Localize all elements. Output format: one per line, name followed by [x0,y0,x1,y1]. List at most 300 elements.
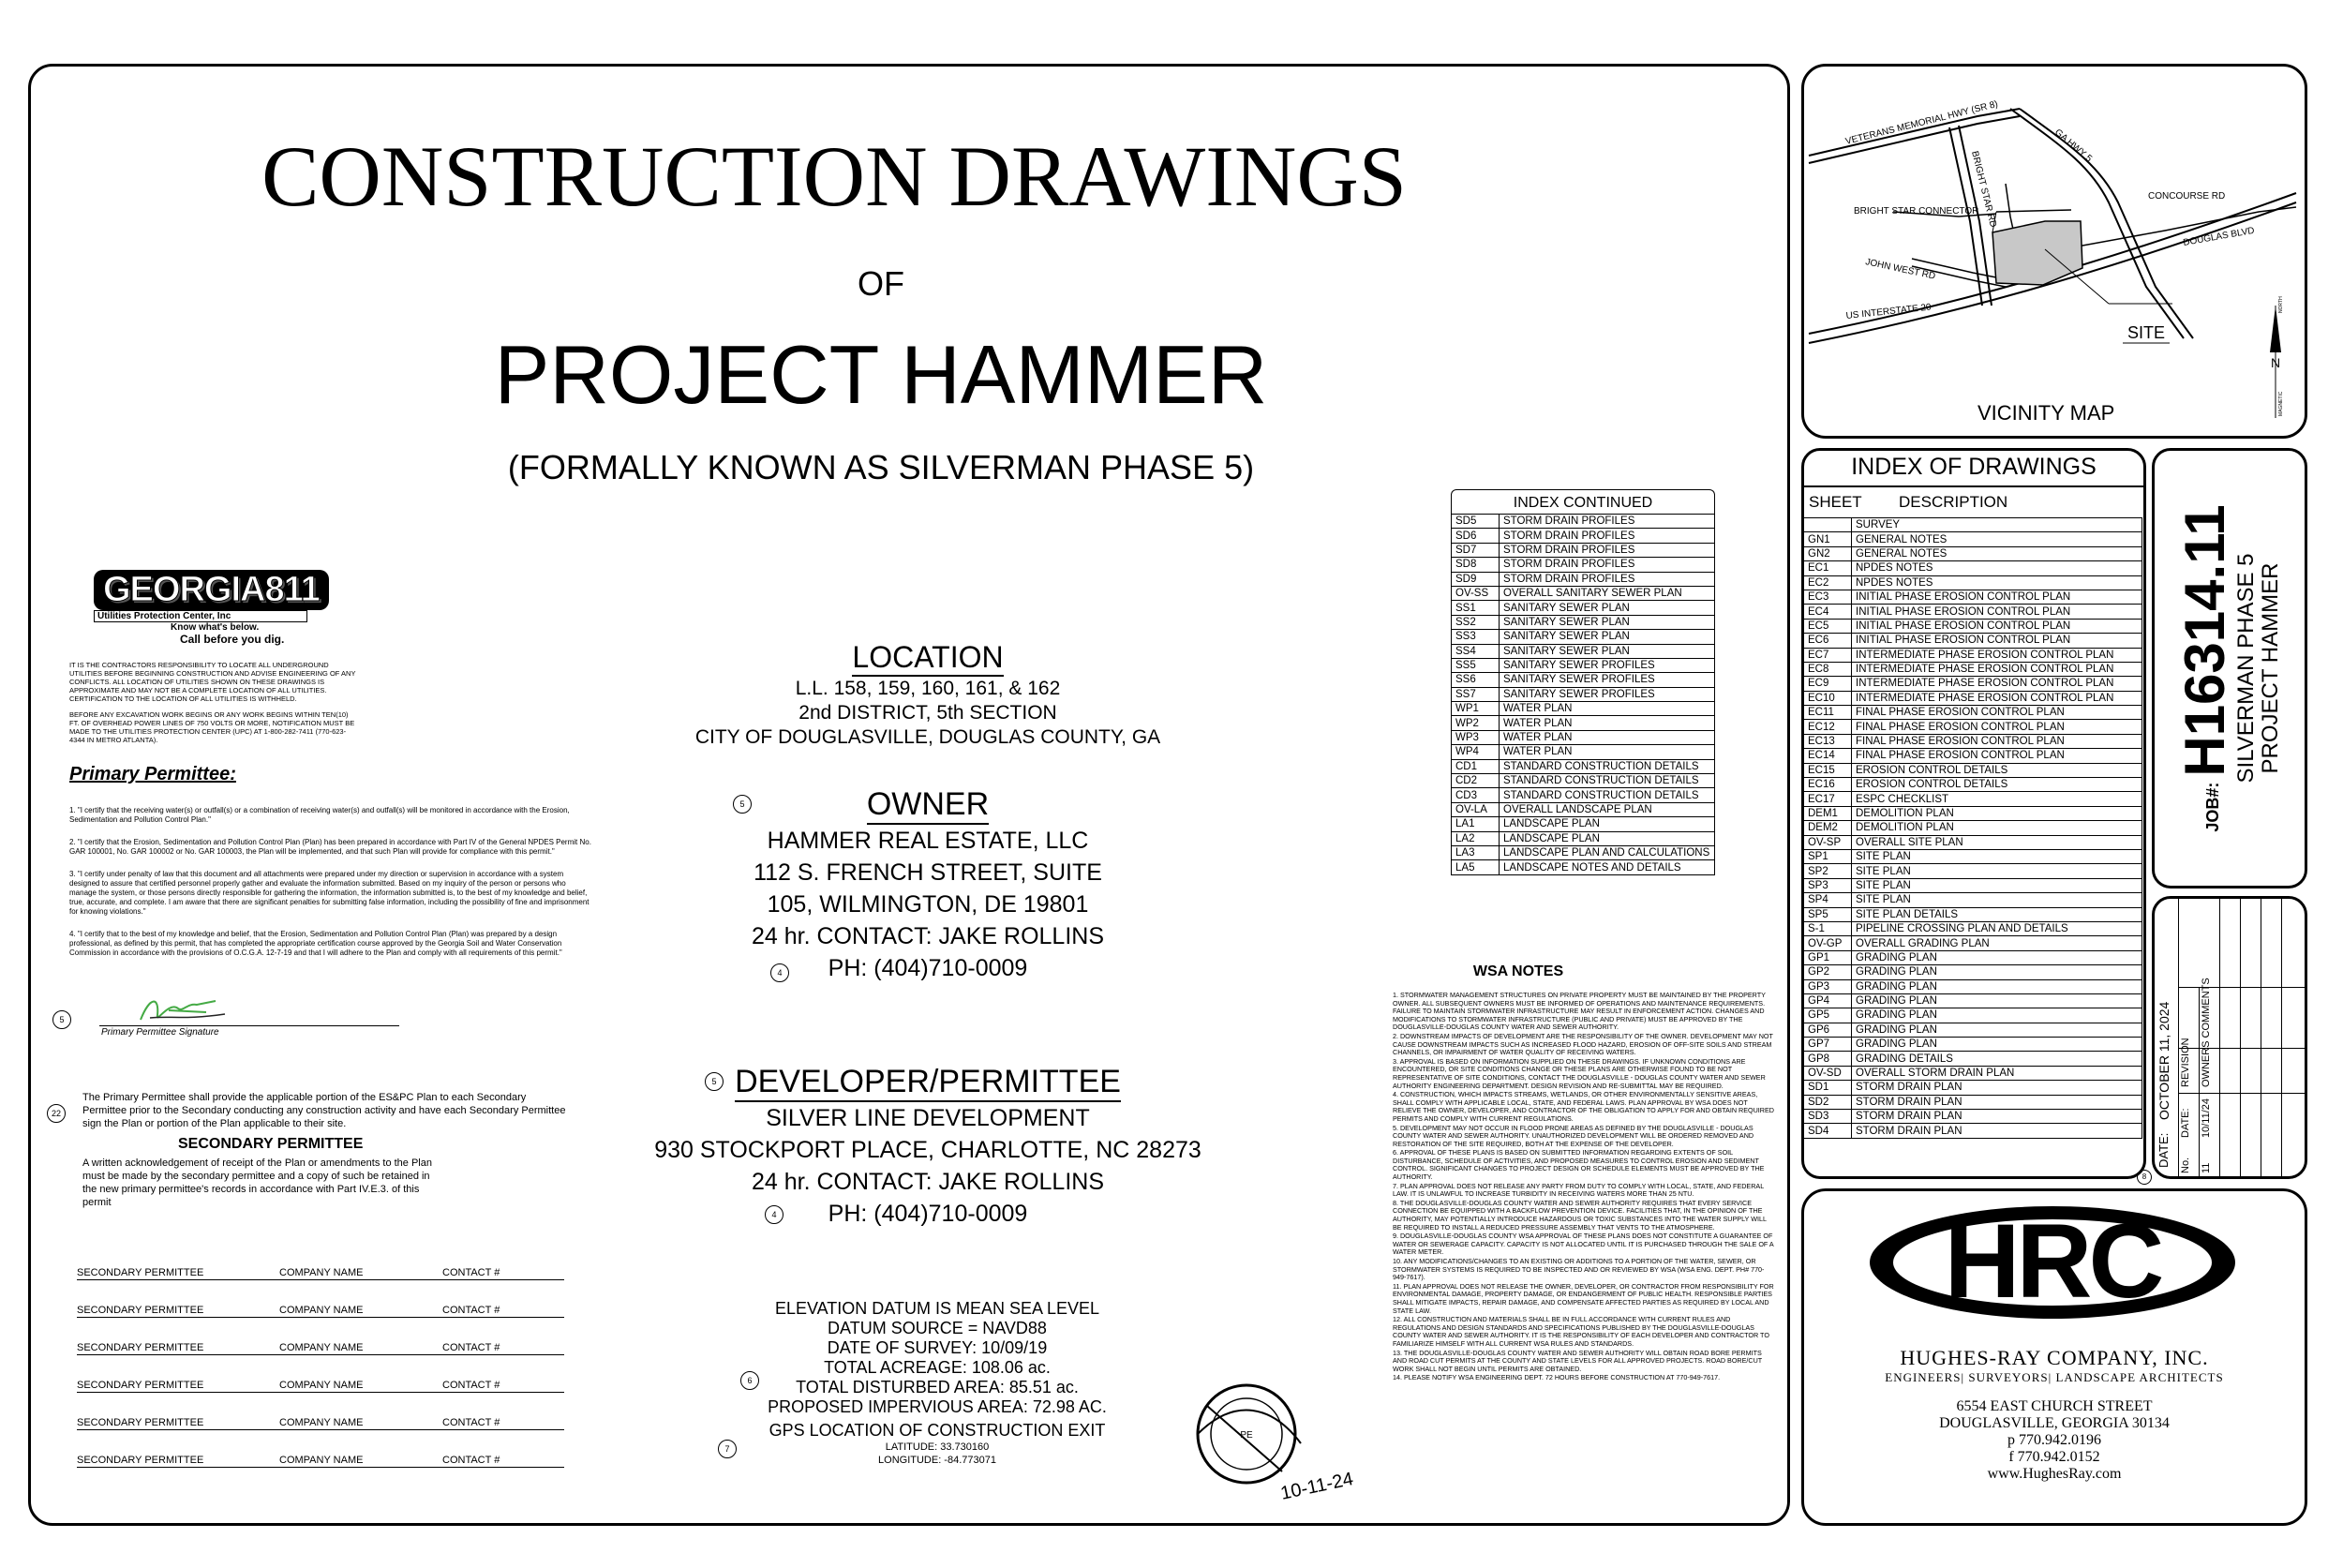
developer-line: 24 hr. CONTACT: JAKE ROLLINS [751,1169,1105,1195]
index-continued-row [1452,716,1715,730]
road-connector: BRIGHT STAR CONNECTOR [1854,206,1979,217]
revision-rev-date: 10/11/24 [2201,1098,2212,1138]
index-row [1804,1081,2142,1095]
sheet-code [1804,518,1852,532]
marker-5-owner: 5 [733,795,752,814]
wsa-note: 4. CONSTRUCTION, WHICH IMPACTS STREAMS, WETLANDS, OR OTHER ENVIRONMENTALLY SENSITIVE AREAS, SHALL COMPLY WITH APPLICABLE LOCAL, STATE, AND FEDERAL LAWS. PLAN APPROVAL BY WSA DOES NOT RELIEVE THE OWNER, DEVELOPER, AND CONTRACTOR OF THE OBLIGATION TO APPLY FOR AND OBTAIN REQUIRED PERMITS AND COMPLY WITH CURRENT REGULATIONS. [1393,1090,1774,1123]
svg-text:MAGNETIC: MAGNETIC [2278,391,2284,416]
location-line: 2nd DISTRICT, 5th SECTION [798,702,1057,724]
hrc-phone: p 770.942.0196 [2007,1432,2101,1448]
sheet-description: GRADING PLAN [1852,979,2142,993]
secondary-col3: CONTACT # [442,1380,500,1391]
vicinity-map [1809,71,2300,431]
sheet-code: SP2 [1804,864,1852,878]
owner-line: 105, WILMINGTON, DE 19801 [767,891,1089,918]
index-row [1804,979,2142,993]
hrc-tag: ENGINEERS| SURVEYORS| LANDSCAPE ARCHITECTS [1885,1370,2224,1384]
sheet-code: GP2 [1804,965,1852,979]
sheet-code: EC14 [1804,749,1852,763]
sheet-code: DEM1 [1804,806,1852,820]
datum-line: PROPOSED IMPERVIOUS AREA: 72.98 AC. [768,1397,1107,1416]
secondary-text: A written acknowledgement of receipt of the Plan or amendments to the Plan must be made by the secondary permittee and a copy of such be retained in the new primary permittee's records in accordance with Part IV.E.3. of this permit [82,1157,432,1208]
wsa-notes [1393,992,1777,1383]
index-row [1804,706,2142,720]
primary-signature-label: Primary Permittee Signature [101,1027,219,1038]
index-continued-row [1452,601,1715,615]
index-continued-row [1452,802,1715,816]
sheet-description: FINAL PHASE EROSION CONTROL PLAN [1852,749,2142,763]
hrc-logo [1865,1202,2240,1323]
secondary-col3: CONTACT # [442,1305,500,1316]
sheet-code: GN1 [1804,532,1852,546]
sheet-code: SS5 [1452,658,1500,672]
owner-heading: OWNER [867,785,989,825]
developer-line: 930 STOCKPORT PLACE, CHARLOTTE, NC 28273 [654,1137,1201,1163]
sheet-code: WP4 [1452,745,1500,759]
hrc-fax: f 770.942.0152 [2008,1449,2100,1465]
index-row [1804,864,2142,878]
secondary-row [77,1305,564,1318]
index-continued-heading: INDEX CONTINUED [1451,489,1715,514]
sheet-code: OV-SP [1804,835,1852,849]
sheet-description: STORM DRAIN PROFILES [1500,515,1715,529]
sheet-code: OV-SS [1452,586,1500,600]
location-heading: LOCATION [852,639,1003,677]
sheet-description: GRADING PLAN [1852,993,2142,1008]
sheet-description: SANITARY SEWER PROFILES [1500,687,1715,701]
sheet-code: GP5 [1804,1008,1852,1023]
georgia811-block [67,570,349,646]
sheet-code: SD1 [1804,1081,1852,1095]
owner-line: HAMMER REAL ESTATE, LLC [767,828,1089,854]
sheet-code: SP4 [1804,893,1852,907]
index-row [1804,648,2142,662]
index-col-desc: DESCRIPTION [1899,493,2008,511]
sheet-code: GP6 [1804,1023,1852,1037]
developer-block [600,1063,1256,1230]
index-row [1804,1095,2142,1109]
sheet-code: SD2 [1804,1095,1852,1109]
index-continued-row [1452,543,1715,557]
primary-signature [131,992,244,1029]
marker-5-primary: 5 [52,1010,71,1029]
primary-permittee-items [69,806,594,958]
primary-permittee-heading: Primary Permittee: [69,764,236,784]
secondary-row [77,1380,564,1393]
wsa-note: 6. APPROVAL OF THESE PLANS IS BASED ON SUBMITTED INFORMATION REGARDING EXTENTS OF SOIL DISTURBANCE, SCHEDULE OF ACTIVITIES, AND PROPOSED MEASURES TO CONTROL EROSION AND SEDIMENT CONTROL. SIGNIFICANT CHANGES TO PROJECT DESIGN OR SCHEDULE ELEMENTS MUST BE APPROVED BY THE AUTHORITY. [1393,1148,1765,1182]
sheet-description: WATER PLAN [1500,745,1715,759]
primary-item: 4. "I certify that to the best of my knowledge and belief, that the Erosion, Sedimentation and Pollution Control Plan (Plan) was prepared by a design professional, as defined by this permit, that has completed the appropriate certification course approved by the Georgia Soil and Water Conservation Commission in accordance with the provisions of O.C.G.A. 12-7-19 and that I will adhere to the Plan and comply with all requirements of this permit." [69,930,562,957]
index-continued-row [1452,644,1715,658]
secondary-col1: SECONDARY PERMITTEE [77,1267,204,1278]
sheet-description: LANDSCAPE PLAN [1500,831,1715,845]
sheet-description: FINAL PHASE EROSION CONTROL PLAN [1852,734,2142,748]
secondary-heading: SECONDARY PERMITTEE [178,1136,364,1152]
secondary-col1: SECONDARY PERMITTEE [77,1305,204,1316]
index-row [1804,691,2142,705]
index-continued-row [1452,673,1715,687]
sheet-description: GRADING PLAN [1852,950,2142,964]
wsa-heading: WSA NOTES [1472,963,1564,979]
datum-line: DATE OF SURVEY: 10/09/19 [827,1338,1048,1357]
sheet-code: CD3 [1452,788,1500,802]
wsa-note: 12. ALL CONSTRUCTION AND MATERIALS SHALL BE IN FULL ACCORDANCE WITH CURRENT RULES AND REGULATIONS AND DESIGN STANDARDS AND SPECIFICATIONS PUBLISHED BY THE DOUGLASVILLE-DOUGLAS COUNTY WATER AND SEWER AUTHORITY. IT IS THE RESPONSIBILITY OF EACH DEVELOPER AND CONTRACTOR TO FAMILIARIZE HIMSELF WITH ALL CURRENT WSA RULES AND STANDARDS. [1393,1315,1769,1348]
index-row [1804,1023,2142,1037]
sheet-code: EC15 [1804,763,1852,777]
index-title: INDEX OF DRAWINGS [1851,454,2097,480]
index-row [1804,806,2142,820]
sheet-code: GP3 [1804,979,1852,993]
sheet-code: SS1 [1452,601,1500,615]
sheet-description: GRADING PLAN [1852,965,2142,979]
sheet-code: EC2 [1804,575,1852,590]
secondary-row [77,1342,564,1355]
sheet-code: EC11 [1804,706,1852,720]
sheet-code: OV-LA [1452,802,1500,816]
wsa-note: 3. APPROVAL IS BASED ON INFORMATION SUPPLIED ON THESE DRAWINGS. IF UNKNOWN CONDITIONS ARE ENCOUNTERED, OR SITE CONDITIONS CHANGE OR THESE PLANS ARE OTHERWISE FOUND TO BE NOT REPRESENTATIVE OF SITE CONDITIONS, CONTACT THE DOUGLASVILLE - DOUGLAS COUNTY WATER AND SEWER AUTHORITY ENGINEERING DEPARTMENT. DESIGN REVISION AND RE-SUBMITTAL MAY BE REQUIRED. [1393,1056,1766,1090]
svg-text:PE: PE [1240,1430,1253,1441]
georgia811-text-1: IT IS THE CONTRACTORS RESPONSIBILITY TO LOCATE ALL UNDERGROUND UTILITIES BEFORE BEGINNING CONSTRUCTION AND ADVISE ENGINEERING OF ANY CONFLICTS. ALL LOCATION OF UTILITIES SHOWN ON THESE DRAWINGS IS APPROXIMATE AND MAY NOT BE A COMPLETE LOCATION OF ALL UTILITIES. CERTIFICATION TO THE LOCATION OF ALL UTILITIES IS WITHHELD. [69,661,356,703]
developer-line: SILVER LINE DEVELOPMENT [766,1105,1090,1131]
sheet-description: INITIAL PHASE EROSION CONTROL PLAN [1852,634,2142,648]
wsa-note: 11. PLAN APPROVAL DOES NOT RELEASE THE OWNER, DEVELOPER, OR CONTRACTOR FROM RESPONSIBILITY FOR ENVIRONMENTAL DAMAGE, PROPERTY DAMAGE, OR ENDANGERMENT OF PUBLIC HEALTH. RESPONSIBLE PARTIES SHALL MITIGATE IMPACTS, REPAIR DAMAGE, AND COMPENSATE AFFECTED PARTIES AS REQUIRED BY LOCAL AND STATE LAW. [1393,1281,1774,1315]
sheet-description: SITE PLAN [1852,893,2142,907]
sheet-description: STANDARD CONSTRUCTION DETAILS [1500,774,1715,788]
revision-col-date: DATE: [2180,1108,2191,1138]
primary-item: 2. "I certify that the Erosion, Sedimentation and Pollution Control Plan (Plan) has been prepared in accordance with Part IV of the General NPDES Permit No. GAR 100001, No. GAR 100002 or No. GAR 100003, the Plan will be implemented, and that such Plan will provide for compliance with this permit." [69,838,591,856]
index-continued-row [1452,515,1715,529]
sheet-description: SANITARY SEWER PROFILES [1500,673,1715,687]
sheet-code: OV-GP [1804,936,1852,950]
datum-lat: LATITUDE: 33.730160 [885,1441,990,1453]
datum-gps: GPS LOCATION OF CONSTRUCTION EXIT [769,1421,1106,1440]
sheet-code: EC17 [1804,792,1852,806]
road-brightstar: BRIGHT STAR RD [1969,150,1998,229]
index-row [1804,605,2142,619]
sheet-description: NPDES NOTES [1852,575,2142,590]
index-row [1804,677,2142,691]
wsa-note: 7. PLAN APPROVAL DOES NOT RELEASE ANY PARTY FROM DUTY TO COMPLY WITH LOCAL, STATE, AND FEDERAL LAW. IT IS UNLAWFUL TO INCREASE TURBIDITY IN RECEIVING WATERS MORE THAN 25 NTU. [1393,1181,1764,1199]
index-row [1804,1008,2142,1023]
sheet-description: INTERMEDIATE PHASE EROSION CONTROL PLAN [1852,662,2142,676]
project-name: PROJECT HAMMER [494,328,1268,421]
marker-6: 6 [740,1371,759,1390]
sheet-code: GP7 [1804,1038,1852,1052]
index-row [1804,878,2142,892]
sheet-code: WP1 [1452,702,1500,716]
primary-signature-line [99,1025,399,1026]
sheet-description: INTERMEDIATE PHASE EROSION CONTROL PLAN [1852,677,2142,691]
sheet-code: EC4 [1804,605,1852,619]
sheet-description: STORM DRAIN PROFILES [1500,572,1715,586]
index-row [1804,792,2142,806]
index-row [1804,619,2142,633]
sheet-code: SD8 [1452,558,1500,572]
sheet-code: GN2 [1804,546,1852,560]
index-table [1803,517,2142,1139]
hrc-name: HUGHES-RAY COMPANY, INC. [1900,1346,2209,1369]
index-continued-row [1452,586,1715,600]
sheet-description: WATER PLAN [1500,702,1715,716]
sheet-title: CONSTRUCTION DRAWINGS [261,128,1407,224]
sheet-code: SP1 [1804,849,1852,863]
svg-text:N: N [2270,355,2281,370]
sheet-description: SITE PLAN [1852,849,2142,863]
hrc-web: www.HughesRay.com [1987,1466,2122,1482]
sheet-description: GRADING PLAN [1852,1023,2142,1037]
sheet-description: FINAL PHASE EROSION CONTROL PLAN [1852,706,2142,720]
job-line1: SILVERMAN PHASE 5 [2233,553,2259,784]
georgia811-sub: Utilities Protection Center, Inc [94,610,307,622]
sheet-code: LA2 [1452,831,1500,845]
sheet-code: OV-SD [1804,1066,1852,1080]
marker-5-developer: 5 [705,1072,724,1091]
datum-line: ELEVATION DATUM IS MEAN SEA LEVEL [774,1299,1100,1318]
sheet-description: ESPC CHECKLIST [1852,792,2142,806]
sheet-description: SITE PLAN [1852,864,2142,878]
sheet-code: EC8 [1804,662,1852,676]
secondary-col1: SECONDARY PERMITTEE [77,1342,204,1353]
sheet-code: SS7 [1452,687,1500,701]
marker-22: 22 [47,1104,66,1123]
index-row [1804,763,2142,777]
sheet-description: STORM DRAIN PLAN [1852,1124,2142,1138]
sheet-code: SD4 [1804,1124,1852,1138]
job-line2: PROJECT HAMMER [2258,562,2283,774]
secondary-col2: COMPANY NAME [279,1267,364,1278]
marker-8: 8 [2137,1170,2152,1185]
sheet-description: GENERAL NOTES [1852,532,2142,546]
sheet-code: SS3 [1452,630,1500,644]
datum-line: TOTAL ACREAGE: 108.06 ac. [824,1358,1051,1377]
index-row [1804,1124,2142,1138]
index-row [1804,590,2142,604]
sheet-description: LANDSCAPE NOTES AND DETAILS [1500,860,1715,874]
sheet-description: GRADING PLAN [1852,1038,2142,1052]
sheet-code: WP2 [1452,716,1500,730]
sheet-code: SD6 [1452,529,1500,543]
sheet-code: EC1 [1804,561,1852,575]
road-concourse: CONCOURSE RD [2148,191,2226,202]
marker-7: 7 [718,1440,737,1458]
sheet-description: SANITARY SEWER PROFILES [1500,658,1715,672]
secondary-col2: COMPANY NAME [279,1342,364,1353]
sheet-code: GP4 [1804,993,1852,1008]
sheet-code: CD2 [1452,774,1500,788]
secondary-col3: CONTACT # [442,1342,500,1353]
wsa-note: 5. DEVELOPMENT MAY NOT OCCUR IN FLOOD PRONE AREAS AS DEFINED BY THE DOUGLASVILLE - DOUGLAS COUNTY WATER AND SEWER AUTHORITY. UNAUTHORIZED DEVELOPMENT WILL BE ORDERED REMOVED AND RESTORATION OF THE SITE REQUIRED, BOTH AT THE EXPENSE OF THE DEVELOPER. [1393,1123,1754,1148]
index-row [1804,532,2142,546]
georgia811-call: Call before you dig. [180,633,285,646]
revision-comment: OWNERS COMMENTS [2201,978,2212,1087]
road-douglas: DOUGLAS BLVD [2182,225,2256,248]
wsa-note: 1. STORMWATER MANAGEMENT STRUCTURES ON PRIVATE PROPERTY MUST BE MAINTAINED BY THE PROPERTY OWNER. ALL SUBSEQUENT OWNERS MUST BE INFORMED OF OPERATIONS AND MAINTENANCE REQUIREMENTS. FAILURE TO MAINTAIN STORMWATER INFRASTRUCTURE MAY RESULT IN ENFORCEMENT ACTION. CHANGES AND MODIFICATIONS TO STORMWATER INFRASTRUCTURE (PUBLIC AND PRIVATE) MUST BE APPROVED BY THE DOUGLASVILLE-DOUGLAS COUNTY WATER AND SEWER AUTHORITY. [1393,991,1766,1032]
sheet-code: EC16 [1804,778,1852,792]
index-row [1804,575,2142,590]
secondary-col2: COMPANY NAME [279,1380,364,1391]
svg-text:HRC: HRC [1944,1202,2161,1320]
sheet-code: S-1 [1804,921,1852,935]
primary-item: 1. "I certify that the receiving water(s) or outfall(s) or a combination of receiving water(s) and outfall(s) will be monitored in accordance with the Erosion, Sedimentation and Pollution Control Plan." [69,806,570,824]
sheet-description: FINAL PHASE EROSION CONTROL PLAN [1852,720,2142,734]
revision-date-label: DATE: [2156,1132,2171,1168]
index-row [1804,921,2142,935]
secondary-col2: COMPANY NAME [279,1305,364,1316]
index-continued-row [1452,615,1715,629]
sheet-description: PIPELINE CROSSING PLAN AND DETAILS [1852,921,2142,935]
owner-phone: PH: (404)710-0009 [828,955,1028,981]
index-continued-row [1452,831,1715,845]
sheet-description: SANITARY SEWER PLAN [1500,615,1715,629]
sheet-description: WATER PLAN [1500,730,1715,744]
index-continued-row [1452,572,1715,586]
sheet-description: GRADING PLAN [1852,1008,2142,1023]
sheet-code: EC6 [1804,634,1852,648]
wsa-note: 2. DOWNSTREAM IMPACTS OF DEVELOPMENT ARE THE RESPONSIBILITY OF THE OWNER. DEVELOPMENT MAY NOT CAUSE DOWNSTREAM IMPACTS SUCH AS INCREASED FLOOD HAZARD, EROSION OF OFF-SITE SOILS AND STREAM CHANNELS, OR IMPAIRMENT OF WATER QUALITY OF RECEIVING WATERS. [1393,1031,1773,1057]
sheet-description: STANDARD CONSTRUCTION DETAILS [1500,788,1715,802]
index-row [1804,907,2142,921]
index-continued-row [1452,817,1715,831]
secondary-row [77,1417,564,1430]
sheet-description: OVERALL GRADING PLAN [1852,936,2142,950]
index-continued-table [1451,514,1715,875]
sheet-description: OVERALL SANITARY SEWER PLAN [1500,586,1715,600]
sheet-code: SS2 [1452,615,1500,629]
index-row [1804,1038,2142,1052]
sheet-code: EC9 [1804,677,1852,691]
index-continued-row [1452,774,1715,788]
georgia811-text-2: BEFORE ANY EXCAVATION WORK BEGINS OR ANY WORK BEGINS WITHIN TEN(10) FT. OF OVERHEAD POWER LINES OF 750 VOLTS OR MORE, NOTIFICATION MUST BE MADE TO THE UTILITIES PROTECTION CENTER (UPC) AT 1-800-282-7411 (770-623-4344 IN METRO ATLANTA). [69,710,355,744]
sheet-code: SS6 [1452,673,1500,687]
georgia811-know: Know what's below. [171,622,260,633]
sheet-description: EROSION CONTROL DETAILS [1852,778,2142,792]
sheet-description: STORM DRAIN PROFILES [1500,529,1715,543]
sheet-code: SD3 [1804,1110,1852,1124]
datum-lon: LONGITUDE: -84.773071 [878,1455,996,1466]
secondary-col3: CONTACT # [442,1455,500,1466]
sheet-code: EC5 [1804,619,1852,633]
index-row [1804,518,2142,532]
index-row [1804,893,2142,907]
sheet-description: INTERMEDIATE PHASE EROSION CONTROL PLAN [1852,691,2142,705]
index-continued-row [1452,687,1715,701]
index-row [1804,1052,2142,1066]
secondary-row [77,1267,564,1280]
sheet-title-of: OF [858,264,904,303]
wsa-note: 10. ANY MODIFICATIONS/CHANGES TO AN EXISTING OR ADDITIONS TO A PORTION OF THE WATER, SEWER, OR STORMWATER SYSTEMS IS REQUIRED TO BE INSPECTED AND OR REVIEWED BY WSA (WSA ENG. DEPT. PH# 770-949-7617). [1393,1257,1765,1282]
sheet-code: EC10 [1804,691,1852,705]
secondary-intro: The Primary Permittee shall provide the applicable portion of the ES&PC Plan to each Secondary Permittee prior to the Secondary conducting any construction activity and have each Secondary Permittee sign the Plan or portion of the Plan applicable to their site. [82,1092,566,1129]
index-row [1804,662,2142,676]
index-row [1804,849,2142,863]
index-row [1804,749,2142,763]
index-row [1804,634,2142,648]
datum-line: DATUM SOURCE = NAVD88 [828,1319,1047,1337]
sheet-code: LA5 [1452,860,1500,874]
sheet-code: SD9 [1452,572,1500,586]
job-vertical [2152,448,2307,889]
sheet-code: GP8 [1804,1052,1852,1066]
road-ga5: GA HWY 5 [2052,127,2095,165]
sheet-code: EC13 [1804,734,1852,748]
index-row [1804,1066,2142,1080]
sheet-code: EC7 [1804,648,1852,662]
secondary-col2: COMPANY NAME [279,1417,364,1428]
sheet-description: SURVEY [1852,518,2142,532]
sheet-code: SD5 [1452,515,1500,529]
index-continued-row [1452,788,1715,802]
seal-date: 10-11-24 [1278,1469,1355,1504]
index-row [1804,561,2142,575]
secondary-col1: SECONDARY PERMITTEE [77,1380,204,1391]
revision-no: 11 [2201,1162,2212,1173]
index-row [1804,734,2142,748]
revision-date: OCTOBER 11, 2024 [2156,1001,2171,1120]
sheet-description: STORM DRAIN PLAN [1852,1110,2142,1124]
wsa-note: 14. PLEASE NOTIFY WSA ENGINEERING DEPT. 72 HOURS BEFORE CONSTRUCTION AT 770-949-7617. [1393,1373,1721,1382]
site-area [1992,221,2082,285]
index-row [1804,720,2142,734]
developer-heading: DEVELOPER/PERMITTEE [735,1063,1121,1102]
sheet-description: SITE PLAN [1852,878,2142,892]
revision-grid [2154,898,2306,1177]
index-row [1804,821,2142,835]
marker-4-owner: 4 [770,963,789,982]
index-row [1804,950,2142,964]
sheet-description: SANITARY SEWER PLAN [1500,644,1715,658]
index-row [1804,993,2142,1008]
index-continued-row [1452,529,1715,543]
sheet-description: NPDES NOTES [1852,561,2142,575]
index-row [1804,835,2142,849]
index-continued-row [1452,860,1715,874]
sheet-code: SP3 [1804,878,1852,892]
index-continued-row [1452,759,1715,773]
secondary-row [77,1455,564,1468]
sheet-description: STORM DRAIN PROFILES [1500,558,1715,572]
sheet-code: SS4 [1452,644,1500,658]
georgia811-logo: GEORGIA811 [94,570,329,610]
engineer-seal [1179,1368,1355,1509]
index-divider [1803,485,2144,487]
sheet-code: EC3 [1804,590,1852,604]
sheet-code: CD1 [1452,759,1500,773]
sheet-description: INTERMEDIATE PHASE EROSION CONTROL PLAN [1852,648,2142,662]
index-row [1804,778,2142,792]
sheet-description: SANITARY SEWER PLAN [1500,601,1715,615]
index-continued-row [1452,730,1715,744]
secondary-col3: CONTACT # [442,1267,500,1278]
index-row [1804,546,2142,560]
index-col-sheet: SHEET [1809,493,1862,511]
wsa-note: 8. THE DOUGLASVILLE-DOUGLAS COUNTY WATER AND SEWER AUTHORITY REQUIRES THAT EVERY SERVICE CONNECTION BE EQUIPPED WITH A BACKFLOW PREVENTION DEVICE. FACILITIES THAT, IN THE OPINION OF THE AUTHORITY, MAY POTENTIALLY INTRODUCE HAZARDOUS OR TOXIC SUBSTANCES INTO THE WATER SUPPLY WILL BE REQUIRED TO INSTALL A REDUCED PRESSURE ASSEMBLY THAT VENTS TO THE ATMOSPHERE. [1393,1198,1767,1232]
sheet-description: STANDARD CONSTRUCTION DETAILS [1500,759,1715,773]
north-arrow-icon [2270,296,2284,418]
sheet-code: LA3 [1452,845,1500,859]
svg-text:NORTH: NORTH [2278,296,2284,313]
sheet-description: GRADING DETAILS [1852,1052,2142,1066]
job-number: H16314.11 [2173,504,2236,777]
hrc-addr1: 6554 EAST CHURCH STREET [1956,1398,2153,1414]
job-label: JOB#: [2203,782,2222,832]
sheet-description: SITE PLAN DETAILS [1852,907,2142,921]
sheet-description: DEMOLITION PLAN [1852,821,2142,835]
site-label: SITE [2127,323,2166,342]
sheet-description: INITIAL PHASE EROSION CONTROL PLAN [1852,619,2142,633]
index-continued-row [1452,558,1715,572]
location-block [619,639,1237,750]
vicinity-title: VICINITY MAP [1977,401,2115,425]
